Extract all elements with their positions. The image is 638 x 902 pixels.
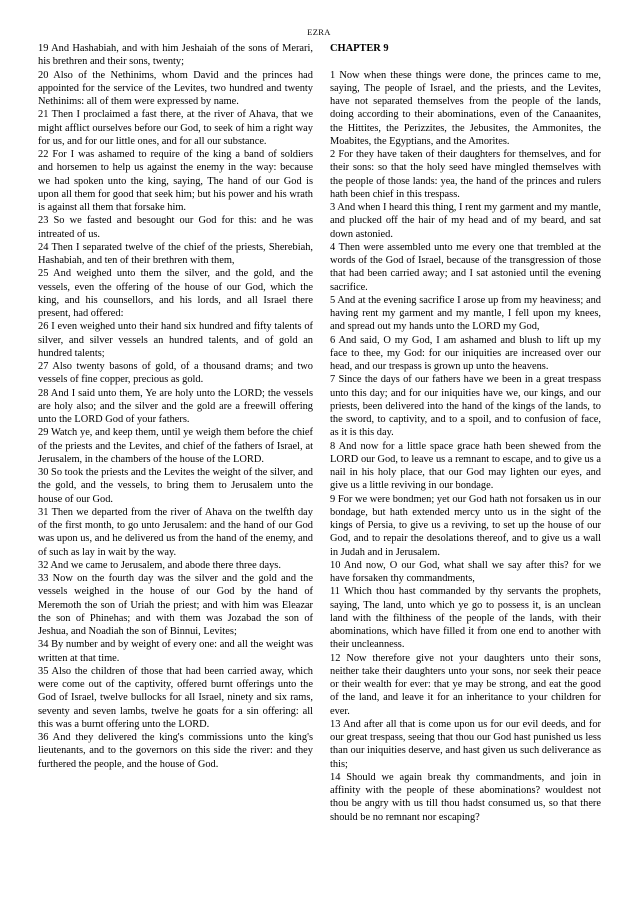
left-column [38,42,313,771]
verse: 8 And now for a little space grace hath been shewed from the LORD our God, to leave us a remnant to escape, and to give us a nail in his holy place, that our God may lighten our eyes, and give us a little reviving in our bondage. [330,440,601,492]
verse: 28 And I said unto them, Ye are holy unto the LORD; the vessels are holy also; and the silver and the gold are a freewill offering unto the LORD God of your fathers. [38,387,313,425]
verse: 4 Then were assembled unto me every one that trembled at the words of the God of Israel, because of the transgression of those that had been carried away; and I sat astonied until the evening sacrifice. [330,241,601,293]
verse: 5 And at the evening sacrifice I arose up from my heaviness; and having rent my garment and my mantle, I fell upon my knees, and spread out my hands unto the LORD my God, [330,294,601,333]
verse: 26 I even weighed unto their hand six hundred and fifty talents of silver, and silver vessels an hundred talents, and of gold an hundred talents; [38,321,313,359]
verse: 32 And we came to Jerusalem, and abode there three days. [38,559,281,571]
verse: 29 Watch ye, and keep them, until ye weigh them before the chief of the priests and the Levites, and chief of the fathers of Israel, at Jerusalem, in the chambers of the house of the LORD. [38,427,313,465]
verse: 36 And they delivered the king's commissions unto the king's lieutenants, and to the governors on this side the river: and they furthered the people, and the house of God. [38,732,313,770]
verse: 2 For they have taken of their daughters for themselves, and for their sons: so that the holy seed have mingled themselves with the people of those lands: yea, the hand of the princes and rulers hath been chief in this trespass. [330,149,601,200]
verse: 3 And when I heard this thing, I rent my garment and my mantle, and plucked off the hair of my head and of my beard, and sat down astonied. [330,202,601,240]
verse: 22 For I was ashamed to require of the king a band of soldiers and horsemen to help us against the enemy in the way: because we had spoken unto the king, saying, The hand of our God is upon all them for good that seek him; but his power and his wrath is against all them that forsake him. [38,149,313,213]
running-head: EZRA [307,27,331,37]
verse: 20 Also of the Nethinims, whom David and the princes had appointed for the service of the Levites, two hundred and twenty Nethinims: all of them were expressed by name. [38,69,313,107]
verse: 1 Now when these things were done, the princes came to me, saying, The people of Israel, and the priests, and the Levites, have not separated themselves from the people of the lands, doing according to their abominations, even of the Canaanites, the Hittites, the Perizzites, the Jebusites, the Ammonites, the Moabites, the Egyptians, and the Amorites. [330,69,601,147]
verse: 27 Also twenty basons of gold, of a thousand drams; and two vessels of fine copper, precious as gold. [38,361,313,386]
verse: 24 Then I separated twelve of the chief of the priests, Sherebiah, Hashabiah, and ten of their brethren with them, [38,241,313,266]
verse: 25 And weighed unto them the silver, and the gold, and the vessels, even the offering of the house of our God, which the king, and his counsellors, and his lords, and all Israel there present, had offered: [38,268,313,319]
verse: 31 Then we departed from the river of Ahava on the twelfth day of the first month, to go unto Jerusalem: and the hand of our God was upon us, and he delivered us from the hand of the enemy, and of such as lay in wait by the way. [38,506,313,558]
chapter-heading: CHAPTER 9 [330,43,389,54]
verse: 10 And now, O our God, what shall we say after this? for we have forsaken thy commandments, [330,559,601,584]
verse: 13 And after all that is come upon us for our evil deeds, and for our great trespass, seeing that thou our God hast punished us less than our iniquities deserve, and hast given us such deliverance as this; [330,718,601,770]
verse: 34 By number and by weight of every one: and all the weight was written at that time. [38,639,313,664]
verse: 7 Since the days of our fathers have we been in a great trespass unto this day; and for our iniquities have we, our kings, and our priests, been delivered into the hand of the kings of the lands, to the sword, to captivity, and to a spoil, and to confusion of face, as it is this day. [330,374,601,439]
verse: 30 So took the priests and the Levites the weight of the silver, and the gold, and the vessels, to bring them to Jerusalem unto the house of our God. [38,467,313,505]
verse: 35 Also the children of those that had been carried away, which were come out of the captivity, offered burnt offerings unto the God of Israel, twelve bullocks for all Israel, ninety and six rams, seventy and seven lambs, twelve he goats for a sin offering: all this was a burnt offering unto the LORD. [38,665,313,730]
verse: 6 And said, O my God, I am ashamed and blush to lift up my face to thee, my God: for our iniquities are increased over our head, and our trespass is grown up unto the heavens. [330,334,601,372]
verse: 14 Should we again break thy commandments, and join in affinity with the people of these abominations? wouldest not thou be angry with us till thou hadst consumed us, so that there should be no remnant nor escaping? [330,771,601,823]
verse: 33 Now on the fourth day was the silver and the gold and the vessels weighed in the house of our God by the hand of Meremoth the son of Uriah the priest; and with him was Eleazar the son of Phinehas; and with them was Jozabad the son of Jeshua, and Noadiah the son of Binnui, Levites; [38,573,313,637]
verse: 11 Which thou hast commanded by thy servants the prophets, saying, The land, unto which ye go to possess it, is an unclean land with the filthiness of the people of the lands, with their abominations, which have filled it from one end to another with their uncleanness. [330,586,601,651]
right-column [330,42,601,824]
verse: 9 For we were bondmen; yet our God hath not forsaken us in our bondage, but hath extended mercy unto us in the sight of the kings of Persia, to give us a reviving, to set up the house of our God, and to repair the desolations thereof, and to give us a wall in Judah and in Jerusalem. [330,493,601,558]
verse: 19 And Hashabiah, and with him Jeshaiah of the sons of Merari, his brethren and their sons, twenty; [38,43,313,68]
verse: 23 So we fasted and besought our God for this: and he was intreated of us. [38,215,313,240]
verse: 21 Then I proclaimed a fast there, at the river of Ahava, that we might afflict ourselves before our God, to seek of him a right way for us, and for our little ones, and for all our substance. [38,109,313,147]
verse: 12 Now therefore give not your daughters unto their sons, neither take their daughters unto your sons, nor seek their peace or their wealth for ever: that ye may be strong, and eat the good of the land, and leave it for an inheritance to your children for ever. [330,652,601,717]
